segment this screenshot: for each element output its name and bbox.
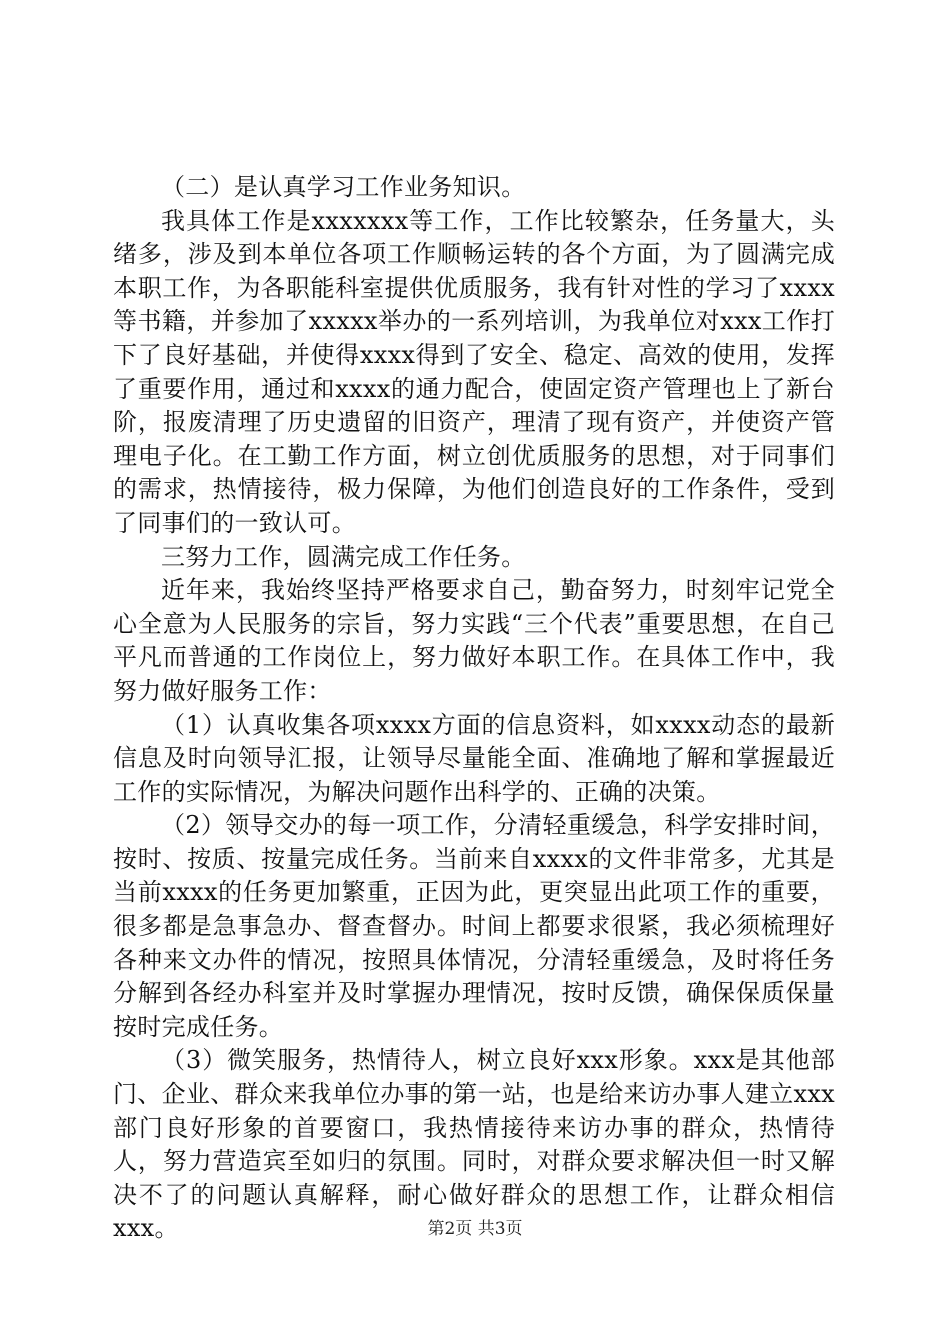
paragraph-work-intro: 近年来，我始终坚持严格要求自己，勤奋努力，时刻牢记党全心全意为人民服务的宗旨，努力实践“三个代表”重要思想，在自己平凡而普通的工作岗位上，努力做好本职工作。在具体工作中，我努力做好服务工作： [113, 576, 835, 705]
paragraph-item-2: （2）领导交办的每一项工作，分清轻重缓急，科学安排时间，按时、按质、按量完成任务。当前来自xxxx的文件非常多，尤其是当前xxxx的任务更加繁重，正因为此，更突显出此项工作的重要，很多都是急事急办、督查督办。时间上都要求很紧，我必须梳理好各种来文办件的情况，按照具体情况，分清轻重缓急，及时将任务分解到各经办科室并及时掌握办理情况，按时反馈，确保保质保量按时完成任务。 [113, 811, 835, 1041]
paragraph-item-3: （3）微笑服务，热情待人，树立良好xxx形象。xxx是其他部门、企业、群众来我单位办事的第一站，也是给来访办事人建立xxx部门良好形象的首要窗口，我热情接待来访办事的群众，热情待人，努力营造宾至如归的氛围。同时，对群众要求解决但一时又解决不了的问题认真解释，耐心做好群众的思想工作，让群众相信xxx。 [113, 1046, 835, 1243]
section-heading-work: 三努力工作，圆满完成工作任务。 [161, 542, 526, 571]
section-heading-study: （二）是认真学习工作业务知识。 [161, 173, 526, 201]
document-body [113, 171, 835, 1246]
page-number-footer: 第2页 共3页 [427, 1219, 523, 1239]
paragraph-item-1: （1）认真收集各项xxxx方面的信息资料，如xxxx动态的最新信息及时向领导汇报，让领导尽量能全面、准确地了解和掌握最近工作的实际情况，为解决问题作出科学的、正确的决策。 [113, 710, 835, 806]
paragraph-study-details: 我具体工作是xxxxxxx等工作，工作比较繁杂，任务量大，头绪多，涉及到本单位各项工作顺畅运转的各个方面，为了圆满完成本职工作，为各职能科室提供优质服务，我有针对性的学习了xxxx等书籍，并参加了xxxxx举办的一系列培训，为我单位对xxx工作打下了良好基础，并使得xxxx得到了安全、稳定、高效的使用，发挥了重要作用，通过和xxxx的通力配合，使固定资产管理也上了新台阶，报废清理了历史遗留的旧资产，理清了现有资产，并使资产管理电子化。在工勤工作方面，树立创优质服务的思想，对于同事们的需求，热情接待，极力保障，为他们创造良好的工作条件，受到了同事们的一致认可。 [113, 206, 835, 537]
